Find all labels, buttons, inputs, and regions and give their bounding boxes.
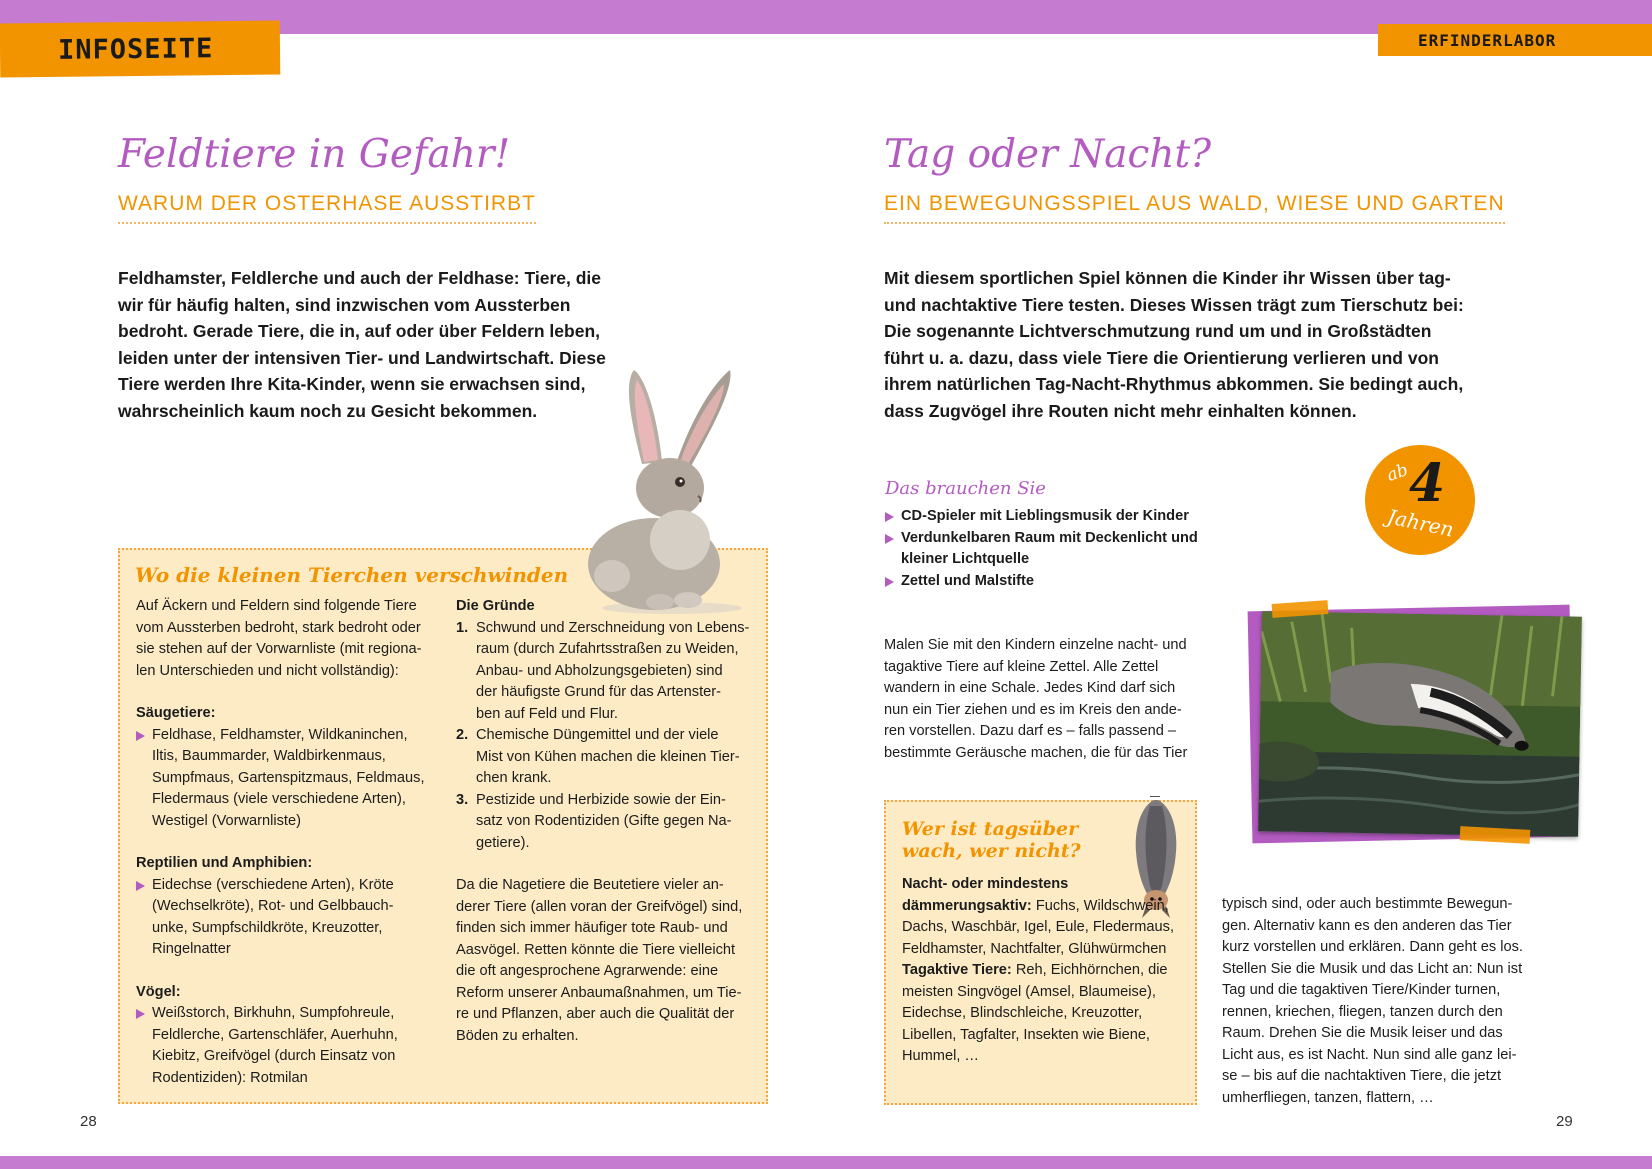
reptiles-bullet (136, 875, 436, 961)
materials-list (885, 506, 1205, 592)
text-line: Westigel (Vorwarnliste) (152, 812, 301, 829)
daybox-title: Wer ist tagsüber wach, wer nicht? (902, 818, 1081, 862)
text-line: Mist von Kühen machen die kleinen Tier- (476, 748, 740, 765)
materials-item: CD-Spieler mit Lieblingsmusik der Kinder (885, 506, 1205, 528)
infobox-column-1 (136, 596, 436, 1089)
right-page-title: Tag oder Nacht? (884, 132, 1212, 177)
reason-number: 2. (456, 727, 469, 743)
text-line: satz von Rodentiziden (Gifte gegen Na- (476, 813, 732, 829)
text-line: typisch sind, oder auch bestimmte Bewegun- (1222, 896, 1513, 912)
infobox-title: Wo die kleinen Tierchen verschwinden (135, 563, 569, 587)
text-line: se – bis auf die nachtaktiven Tiere, die jetzt (1222, 1068, 1502, 1084)
nocturnal-label: Nacht- oder mindestens dämmerungsaktiv: (902, 876, 1069, 914)
game-instructions-part-1 (884, 635, 1196, 764)
text-line: Ringelnatter (152, 941, 231, 957)
bottom-purple-band (0, 1156, 1652, 1169)
reasons-label: Die Gründe (456, 598, 535, 614)
text-line: die oft angesprochene Agrarwende: eine (456, 963, 719, 979)
materials-item (885, 528, 1205, 571)
right-intro-line: ihrem natürlichen Tag-Nacht-Rhythmus abkommen. Sie bedingt auch, (884, 374, 1464, 394)
section-tag-left (0, 21, 280, 78)
text-line: rennen, kriechen, fliegen, tanzen durch den (1222, 1003, 1503, 1020)
text-line: derer Tiere (allen voran der Greifvögel) sind, (456, 898, 743, 915)
text-line: Rodentiziden): Rotmilan (152, 1069, 308, 1086)
text-line: gen. Alternativ kann es den anderen das Tier (1222, 917, 1512, 934)
text-line: Feldhase, Feldhamster, Wildkaninchen, (152, 726, 408, 743)
reptiles-label: Reptilien und Amphibien: (136, 855, 313, 871)
text-line: nun ein Tier ziehen und es im Kreis den ande- (884, 701, 1182, 718)
reason-item (456, 790, 752, 855)
text-line: bestimmte Geräusche machen, die für das Tier (884, 744, 1188, 761)
text-line: re und Pflanzen, aber auch die Qualität der (456, 1006, 735, 1022)
text-line: unke, Sumpfschildkröte, Kreuzotter, (152, 919, 383, 936)
text-line: getiere). (476, 834, 530, 851)
age-badge-number: 4 (1409, 453, 1446, 514)
text-line: vom Aussterben bedroht, stark bedroht oder (136, 619, 421, 636)
text-line: Tag und die tagaktiven Tiere/Kinder turnen, (1222, 982, 1501, 998)
text-line: finden sich immer häufiger tote Raub- und (456, 920, 728, 936)
left-intro-line: wahrscheinlich kaum noch zu Gesicht bekommen. (118, 400, 538, 421)
text-line: Stellen Sie die Musik und das Licht an: Nun ist (1222, 960, 1523, 977)
age-badge-suffix: Jahren (1385, 504, 1456, 542)
left-intro-line: bedroht. Gerade Tiere, die in, auf oder über Feldern leben, (118, 321, 601, 341)
right-intro-line: und nachtaktive Tiere testen. Dieses Wissen trägt zum Tierschutz bei: (884, 294, 1464, 315)
right-intro-line: dass Zugvögel ihre Routen nicht mehr einhalten können. (884, 400, 1357, 421)
reason-item (456, 725, 752, 790)
left-intro-line: leiden unter der intensiven Tier- und Landwirtschaft. Diese (118, 347, 606, 368)
text-line: kurz vorstellen und erklären. Dann geht es los. (1222, 939, 1523, 955)
age-badge-prefix: ab (1384, 460, 1411, 486)
text-line: wandern in eine Schale. Jedes Kind darf sich (884, 680, 1176, 696)
materials-item: Zettel und Malstifte (885, 571, 1205, 593)
left-page-title: Feldtiere in Gefahr! (118, 132, 511, 177)
left-intro-line: Tiere werden Ihre Kita-Kinder, wenn sie erwachsen sind, (118, 374, 586, 394)
text-line: Chemische Düngemittel und der viele (476, 727, 719, 743)
mammals-bullet (136, 725, 436, 833)
text-line: Licht aus, es ist Nacht. Nun sind alle ganz lei- (1222, 1046, 1517, 1063)
game-instructions-part-2 (1222, 894, 1534, 1109)
text-line: Feldlerche, Gartenschläfer, Auerhuhn, (152, 1026, 398, 1043)
text-line: Kiebitz, Greifvögel (durch Einsatz von (152, 1048, 396, 1064)
text-line: Sumpfmaus, Gartenspitzmaus, Feldmaus, (152, 769, 425, 786)
materials-heading: Das brauchen Sie (885, 478, 1046, 499)
left-intro-line: Feldhamster, Feldlerche und auch der Feldhase: Tiere, die (118, 268, 602, 288)
right-intro-line: Mit diesem sportlichen Spiel können die Kinder ihr Wissen über tag- (884, 268, 1451, 288)
text-line: (Wechselkröte), Rot- und Gelbbauch- (152, 898, 394, 914)
text-line: sie stehen auf der Vorwarnliste (mit regiona- (136, 641, 422, 657)
left-intro-line: wir für häufig halten, sind inzwischen vom Aussterben (118, 294, 571, 315)
text-line: Anbau- und Abholzungsgebieten) sind (476, 662, 723, 679)
reason-number: 1. (456, 619, 469, 636)
text-line: chen krank. (476, 770, 552, 786)
text-line: len Unterschieden und nicht vollständig): (136, 662, 399, 679)
text-line: raum (durch Zufahrtsstraßen zu Weiden, (476, 641, 739, 657)
page-number-left: 28 (80, 1113, 97, 1130)
text-line: umherfliegen, tanzen, flattern, … (1222, 1089, 1434, 1106)
reason-number: 3. (456, 791, 469, 808)
text-line: Auf Äckern und Feldern sind folgende Tiere (136, 598, 417, 614)
right-intro (884, 265, 1484, 424)
text-line: ben auf Feld und Flur. (476, 705, 618, 722)
section-tag-right (1378, 24, 1652, 56)
text-line: Fledermaus (viele verschiedene Arten), (152, 791, 406, 807)
text-line: Verdunkelbaren Raum mit Deckenlicht und (901, 529, 1198, 546)
text-line: Malen Sie mit den Kindern einzelne nacht- und (884, 637, 1187, 653)
diurnal-label: Tagaktive Tiere: (902, 962, 1012, 978)
left-page-subtitle: WARUM DER OSTERHASE AUSSTIRBT (118, 192, 536, 224)
text-line: tagaktive Tiere auf kleine Zettel. Alle Zettel (884, 658, 1159, 675)
right-intro-line: Die sogenannte Lichtverschmutzung rund um und in Großstädten (884, 321, 1432, 341)
left-intro (118, 265, 618, 424)
text-line: Schwund und Zerschneidung von Lebens- (476, 619, 750, 636)
text-line: Aasvögel. Retten könnte die Tiere vielleicht (456, 941, 736, 958)
birds-bullet (136, 1003, 436, 1089)
daybox-text (902, 874, 1187, 1068)
right-intro-line: führt u. a. dazu, dass viele Tiere die Orientierung verlieren und von (884, 347, 1439, 368)
section-tag-right-label: ERFINDERLABOR (1418, 30, 1557, 50)
badger-photo (1258, 611, 1582, 837)
diurnal-animals: Reh, Eichhörnchen, die meisten Singvögel (Amsel, Blaumeise), Eidechse, Blindschleiche, Kreuzotter, Libellen, Tagfalter, Insekten wie Biene, Hummel, … (902, 962, 1168, 1064)
text-line: der häufigste Grund für das Artenster- (476, 684, 721, 700)
text-line: Raum. Drehen Sie die Musik leiser und das (1222, 1025, 1503, 1041)
infobox-column-2 (456, 596, 752, 1047)
text-line: Weißstorch, Birkhuhn, Sumpfohreule, (152, 1005, 395, 1021)
nocturnal-animals: Fuchs, Wildschwein, Dachs, Waschbär, Igel, Eule, Fledermaus, Feldhamster, Nachtfalter, Glühwürmchen (902, 897, 1174, 957)
text-line: ren vorstellen. Dazu darf es – falls passend – (884, 723, 1177, 739)
tape-strip (1460, 826, 1531, 844)
page-number-right: 29 (1556, 1113, 1573, 1130)
rabbit-illustration (572, 364, 772, 614)
badger-photo-frame (1248, 600, 1588, 848)
text-line: Iltis, Baummarder, Waldbirkenmaus, (152, 748, 386, 764)
text-line: Da die Nagetiere die Beutetiere vieler an- (456, 877, 724, 893)
section-tag-left-label: INFOSEITE (57, 32, 214, 66)
age-badge (1365, 445, 1475, 555)
text-line: Reform unserer Anbaumaßnahmen, um Tie- (456, 984, 742, 1001)
text-line: Böden zu erhalten. (456, 1027, 579, 1044)
reason-item (456, 618, 752, 726)
mammals-label: Säugetiere: (136, 705, 216, 721)
birds-label: Vögel: (136, 983, 181, 1000)
text-line: kleiner Lichtquelle (901, 551, 1030, 567)
text-line: Eidechse (verschiedene Arten), Kröte (152, 876, 394, 893)
right-page-subtitle: EIN BEWEGUNGSSPIEL AUS WALD, WIESE UND GARTEN (884, 192, 1505, 224)
text-line: Pestizide und Herbizide sowie der Ein- (476, 791, 726, 808)
